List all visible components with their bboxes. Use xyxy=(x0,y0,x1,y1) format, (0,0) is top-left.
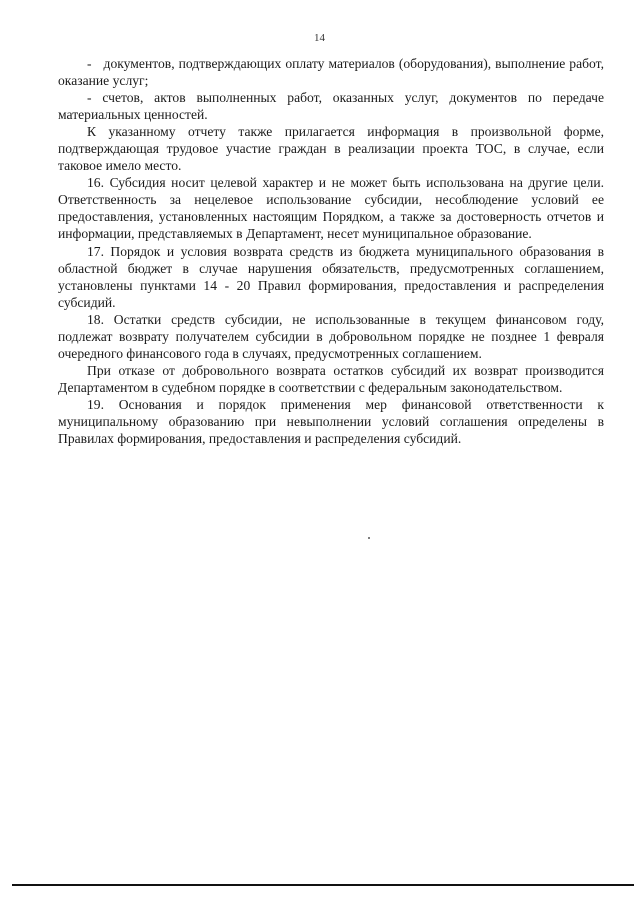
paragraph-item-18: 18. Остатки средств субсидии, не использованные в текущем финансовом году, подлежат возврату получателем субсидии в добровольном порядке не позднее 1 февраля очередного финансового года в случаях, предусмотренных соглашением. xyxy=(58,311,604,361)
paragraph-refusal-refund: При отказе от добровольного возврата остатков субсидий их возврат производится Департаментом в судебном порядке в соответствии с федеральным законодательством. xyxy=(58,362,604,395)
paragraph-report-attachment: К указанному отчету также прилагается информация в произвольной форме, подтверждающая трудовое участие граждан в реализации проекта ТОС, в случае, если таковое имело место. xyxy=(58,124,604,174)
document-body xyxy=(58,55,604,447)
scan-speck xyxy=(368,537,370,539)
paragraph-item-16: 16. Субсидия носит целевой характер и не может быть использована на другие цели. Ответственность за нецелевое использование субсидии, несоблюдение условий ее предоставления, установленных настоящим Порядком, а также за достоверность отчетов и информации, представляемых в Департамент, несет муниципальное образование. xyxy=(58,175,604,242)
bottom-rule xyxy=(12,884,634,886)
paragraph-item-19: 19. Основания и порядок применения мер финансовой ответственности к муниципальному образованию при невыполнении условий соглашения определены в Правилах формирования, предоставления и распределения субсидий. xyxy=(58,396,604,447)
paragraph-invoices-acts: - счетов, актов выполненных работ, оказанных услуг, документов по передаче материальных ценностей. xyxy=(58,90,604,123)
paragraph-documents-payment: - документов, подтверждающих оплату материалов (оборудования), выполнение работ, оказание услуг; xyxy=(58,56,604,89)
paragraph-item-17: 17. Порядок и условия возврата средств из бюджета муниципального образования в областной бюджет в случае нарушения обязательств, предусмотренных соглашением, установлены пунктами 14 - 20 Правил формирования, предоставления и распределения субсидий. xyxy=(58,243,604,310)
page-number: 14 xyxy=(314,32,325,44)
